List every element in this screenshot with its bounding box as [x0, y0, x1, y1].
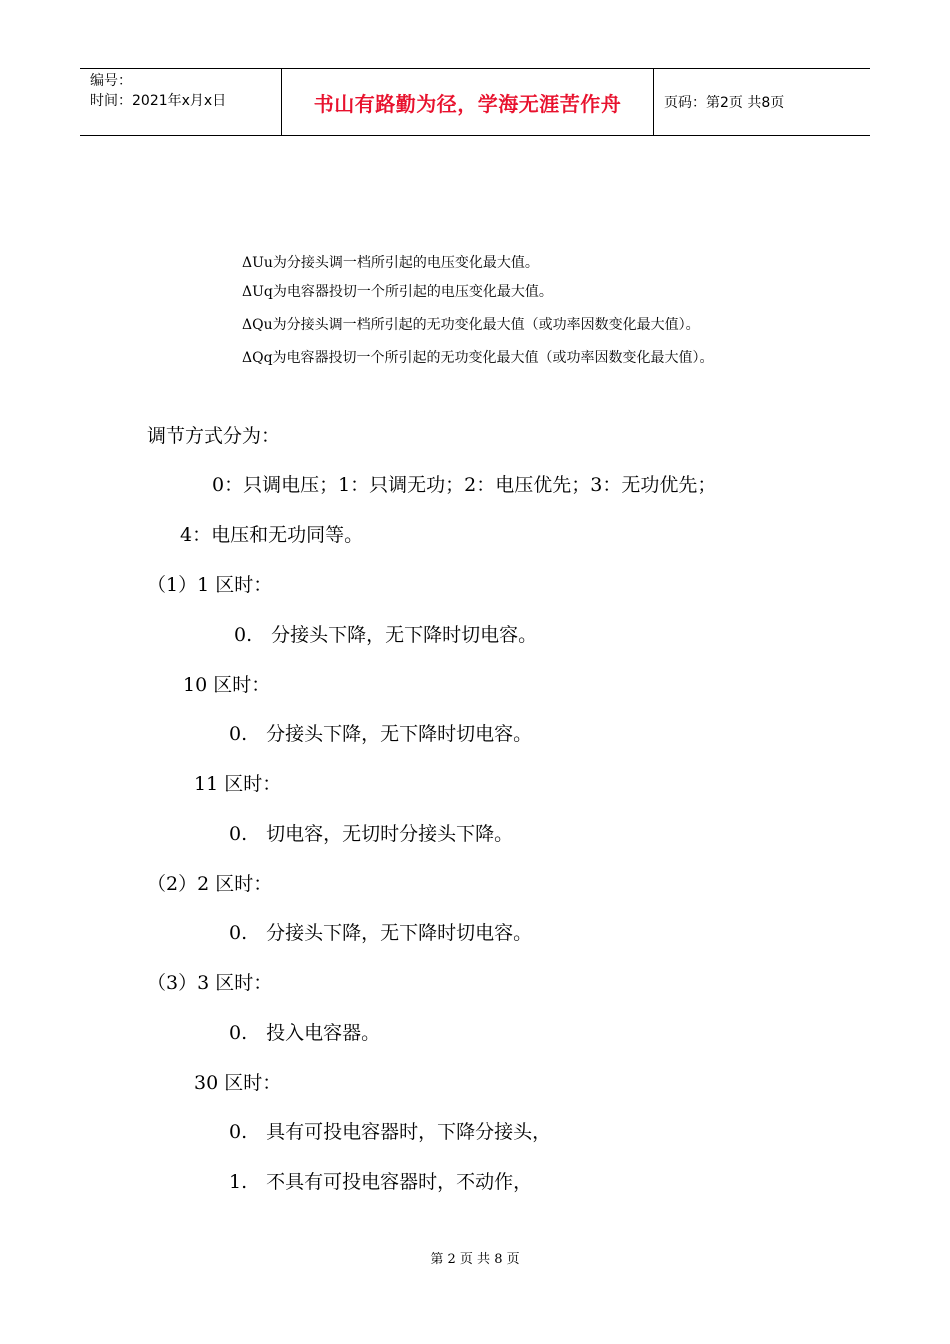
- zone-1-heading: （1）1 区时：: [147, 574, 273, 596]
- header-page-label: 页码：第2页 共8页: [664, 95, 785, 111]
- definition-1: ΔUu为分接头调一档所引起的电压变化最大值。: [242, 255, 539, 271]
- zone-30-item-1: 1. 不具有可投电容器时，不动作，: [229, 1171, 533, 1193]
- zone-1-item: 0. 分接头下降，无下降时切电容。: [234, 624, 538, 646]
- mode-title: 调节方式分为：: [147, 425, 281, 447]
- zone-30-heading: 30 区时：: [194, 1072, 282, 1094]
- page-footer: 第 2 页 共 8 页: [430, 1252, 520, 1267]
- number-label: 编号：: [90, 73, 132, 89]
- definition-2: ΔUq为电容器投切一个所引起的电压变化最大值。: [242, 284, 553, 300]
- header-motto: 书山有路勤为径，学海无涯苦作舟: [282, 69, 654, 135]
- zone-30-item-0: 0. 具有可投电容器时，下降分接头，: [229, 1121, 552, 1143]
- zone-3-heading: （3）3 区时：: [147, 972, 273, 994]
- zone-10-heading: 10 区时：: [183, 674, 271, 696]
- definition-4: ΔQq为电容器投切一个所引起的无功变化最大值（或功率因数变化最大值）。: [242, 350, 714, 366]
- definition-3: ΔQu为分接头调一档所引起的无功变化最大值（或功率因数变化最大值）。: [242, 317, 700, 333]
- zone-10-item: 0. 分接头下降，无下降时切电容。: [229, 723, 533, 745]
- mode-line-2: 4：电压和无功同等。: [180, 524, 364, 546]
- mode-line-1: 0：只调电压；1：只调无功；2：电压优先；3：无功优先；: [212, 474, 717, 496]
- zone-3-item: 0. 投入电容器。: [229, 1022, 381, 1044]
- time-label: 时间：2021年x月x日: [90, 93, 227, 109]
- header-meta: [80, 69, 282, 135]
- zone-2-heading: （2）2 区时：: [147, 873, 273, 895]
- zone-2-item: 0. 分接头下降，无下降时切电容。: [229, 922, 533, 944]
- zone-11-item: 0. 切电容，无切时分接头下降。: [229, 823, 514, 845]
- zone-11-heading: 11 区时：: [194, 773, 282, 795]
- page-header: [80, 68, 870, 136]
